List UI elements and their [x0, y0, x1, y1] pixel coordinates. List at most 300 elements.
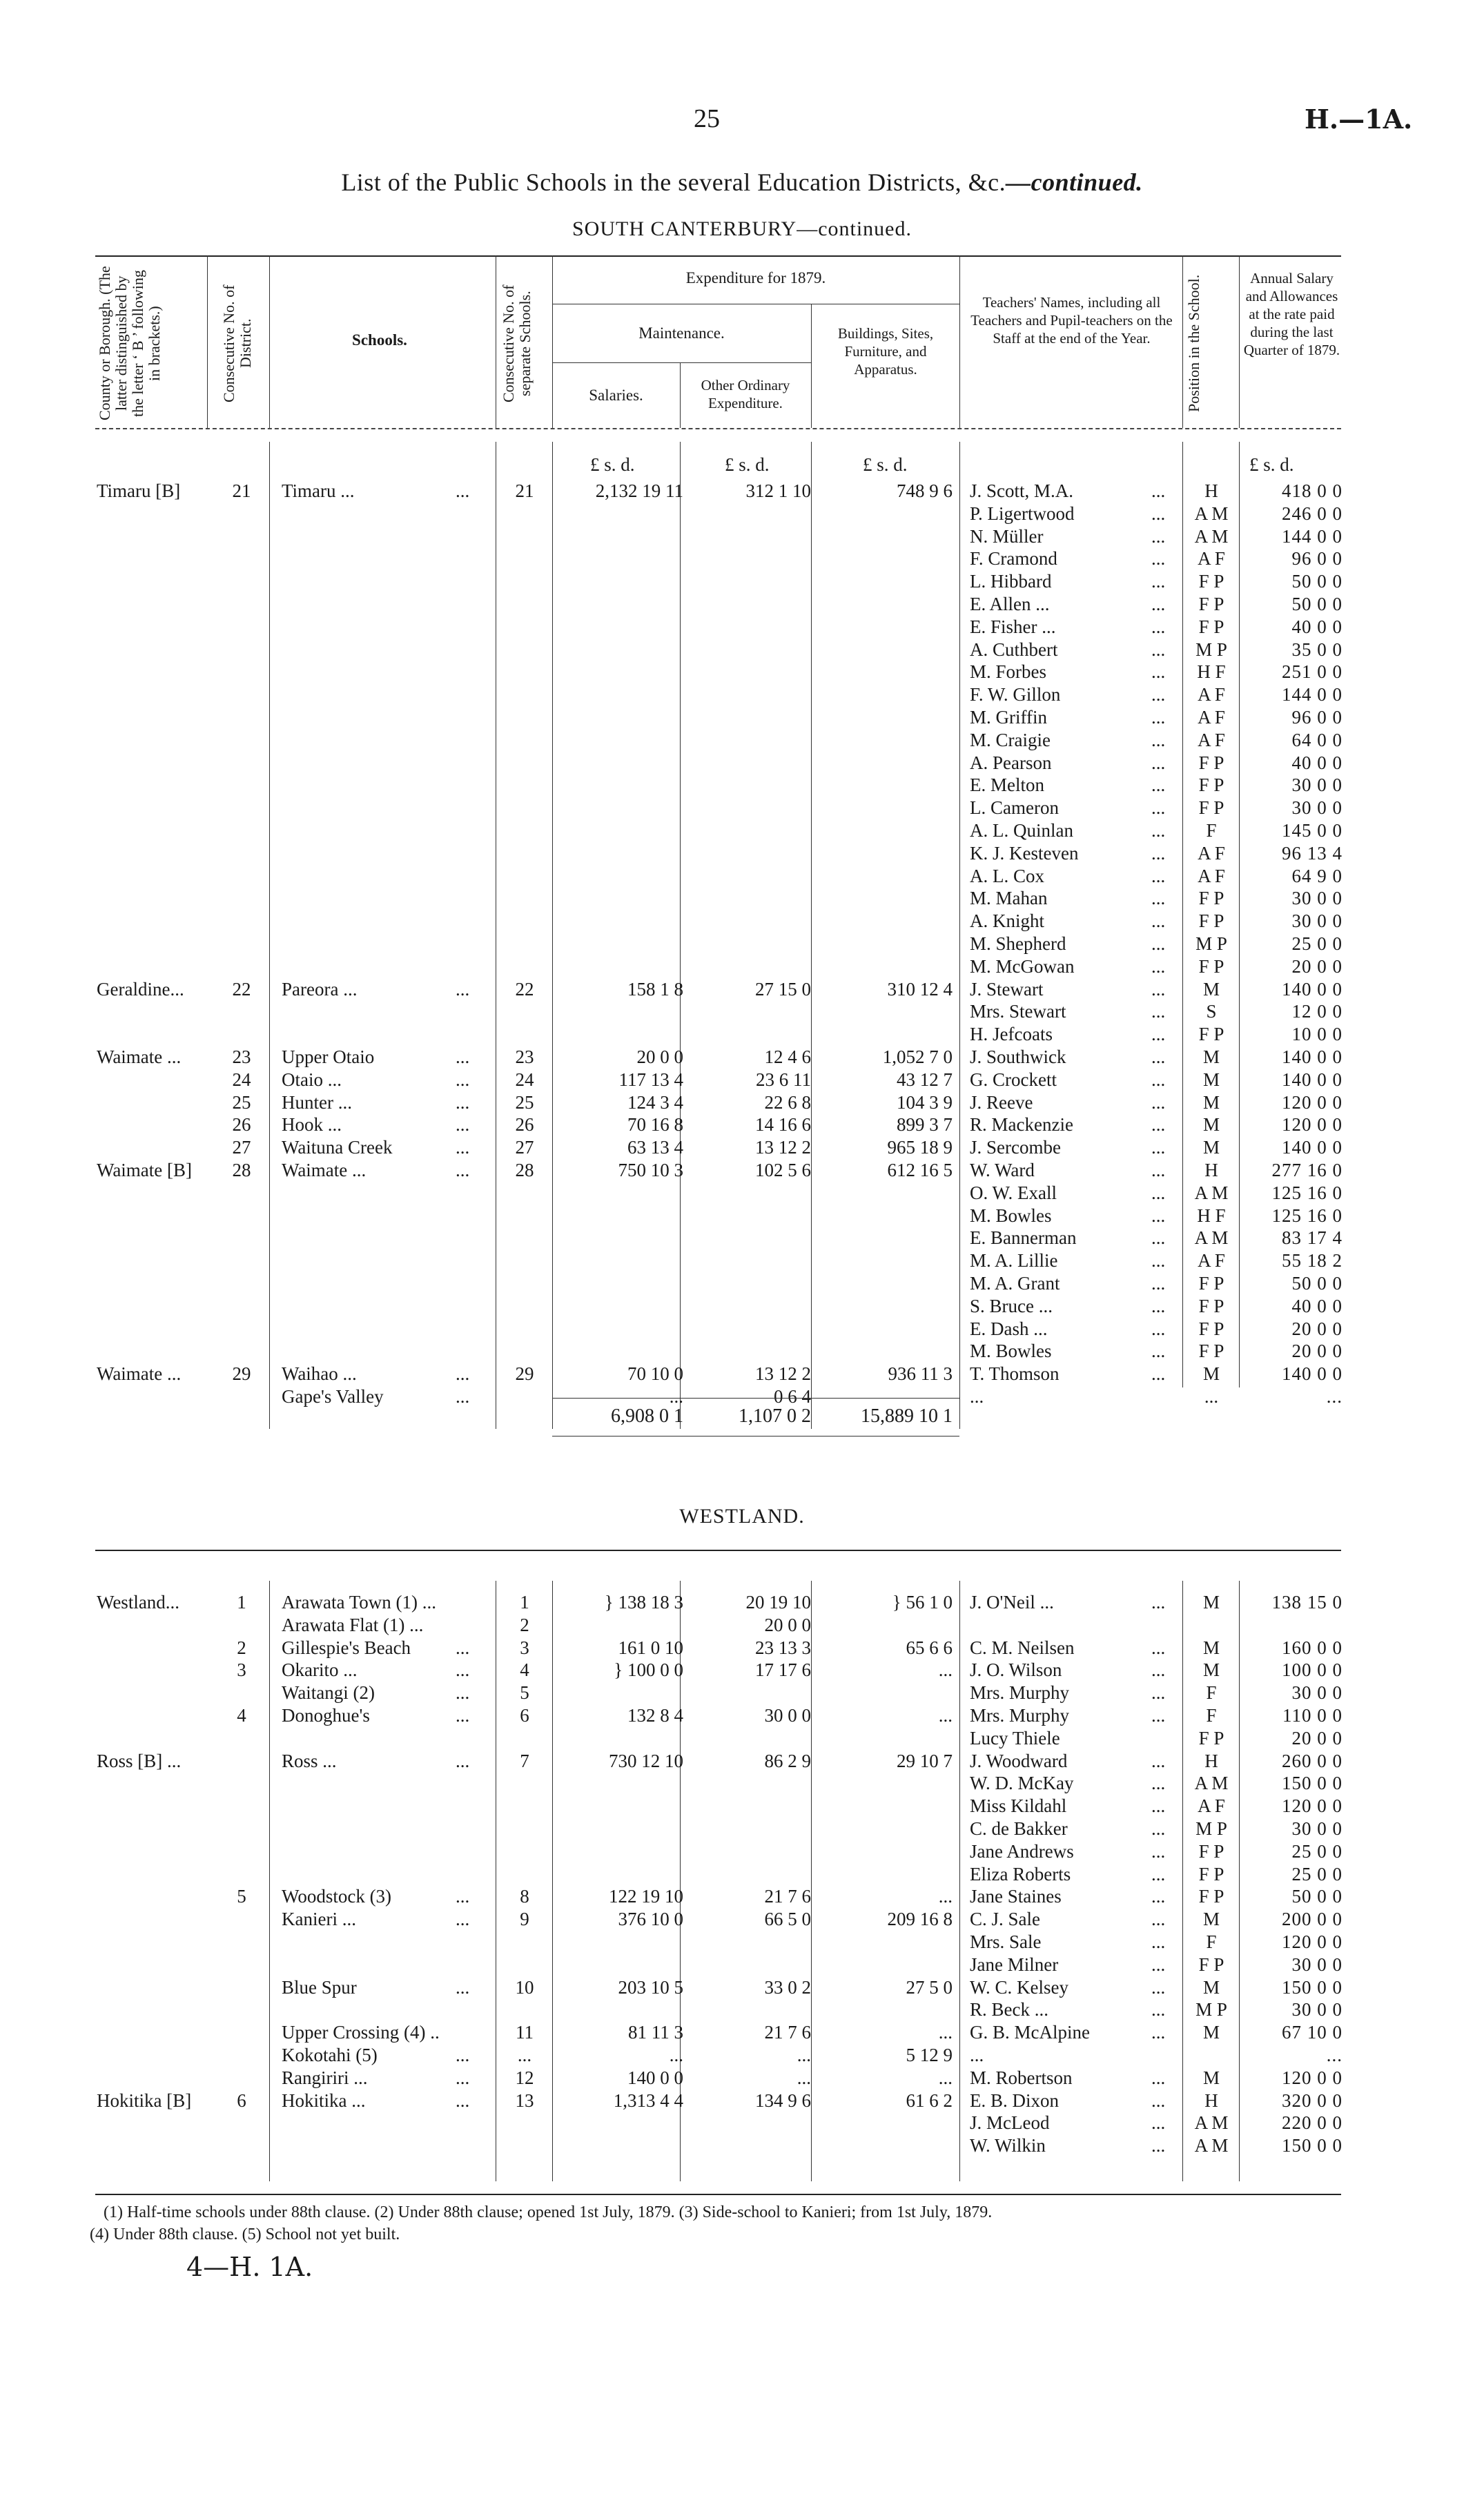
- leader-dots: ...: [1151, 1976, 1166, 1998]
- leader-dots: ...: [456, 1046, 470, 1067]
- teacher-name-cell: O. W. Exall: [970, 1182, 1057, 1203]
- separate-no-cell: 8: [520, 1886, 529, 1907]
- leader-dots: ...: [1151, 842, 1166, 864]
- leader-dots: ...: [1151, 1931, 1166, 1952]
- annual-salary-cell: 64 0 0: [1291, 729, 1343, 750]
- leader-dots: ...: [1151, 503, 1166, 524]
- annual-salary-cell: 30 0 0: [1291, 888, 1343, 909]
- leader-dots: ...: [1151, 1137, 1166, 1158]
- annual-salary-cell: 30 0 0: [1291, 797, 1343, 819]
- position-cell: F P: [1198, 1840, 1224, 1862]
- position-cell: H F: [1197, 1205, 1226, 1226]
- col-header-county: County or Borough. (The latter distinguished by the letter ‘ B ’ following in brackets.): [96, 266, 163, 421]
- leader-dots: ...: [1151, 1182, 1166, 1203]
- separate-no-cell: 29: [515, 1363, 534, 1385]
- other-expenditure-cell: ...: [797, 2067, 811, 2088]
- annual-salary-cell: 110 0 0: [1282, 1705, 1343, 1726]
- teacher-name-cell: J. Sercombe: [970, 1137, 1061, 1158]
- leader-dots: ...: [456, 1659, 470, 1681]
- school-name-cell: Donoghue's: [282, 1705, 370, 1726]
- leader-dots: ...: [456, 2067, 470, 2088]
- table-bottom-rule: [95, 2194, 1341, 2195]
- separate-no-cell: 5: [520, 1682, 529, 1704]
- teacher-name-cell: G. Crockett: [970, 1069, 1057, 1090]
- table-row: [0, 955, 1484, 977]
- leader-dots: ...: [1151, 594, 1166, 614]
- position-cell: F P: [1198, 1318, 1224, 1339]
- leader-dots: ...: [1151, 2067, 1166, 2088]
- separate-no-cell: 21: [515, 480, 534, 501]
- buildings-cell: 310 12 4: [887, 978, 953, 1000]
- salaries-cell: 203 10 5: [618, 1976, 683, 1998]
- leader-dots: ...: [1151, 1001, 1166, 1022]
- teacher-name-cell: J. Woodward: [970, 1750, 1068, 1771]
- section-heading-westland: WESTLAND.: [679, 1505, 805, 1528]
- teacher-name-cell: ...: [970, 1386, 984, 1407]
- school-name-cell: Upper Otaio: [282, 1046, 375, 1067]
- salaries-cell: 124 3 4: [627, 1091, 683, 1113]
- leader-dots: ...: [1151, 1705, 1166, 1726]
- annual-salary-cell: 120 0 0: [1282, 1795, 1343, 1817]
- salaries-cell: 161 0 10: [618, 1637, 683, 1658]
- position-cell: F P: [1198, 571, 1224, 592]
- teacher-name-cell: J. Reeve: [970, 1091, 1033, 1113]
- teacher-name-cell: Lucy Thiele: [970, 1727, 1060, 1749]
- position-cell: F P: [1198, 594, 1224, 614]
- buildings-cell: 965 18 9: [887, 1137, 953, 1158]
- annual-salary-cell: 138 15 0: [1271, 1592, 1343, 1613]
- teacher-name-cell: L. Cameron: [970, 797, 1059, 819]
- annual-salary-cell: 150 0 0: [1282, 1773, 1343, 1794]
- teacher-name-cell: G. B. McAlpine: [970, 2022, 1090, 2043]
- separate-no-cell: 6: [520, 1705, 529, 1726]
- buildings-cell: 5 12 9: [906, 2045, 953, 2065]
- table-row: [0, 1727, 1484, 1749]
- teacher-name-cell: A. Pearson: [970, 752, 1052, 773]
- table-row: [0, 1023, 1484, 1045]
- district-no-cell: 25: [232, 1091, 251, 1113]
- buildings-cell: 27 5 0: [906, 1976, 953, 1998]
- position-cell: A F: [1198, 684, 1225, 705]
- buildings-cell: 209 16 8: [887, 1909, 953, 1930]
- position-cell: M: [1202, 978, 1220, 1000]
- annual-salary-cell: 120 0 0: [1282, 1091, 1343, 1113]
- table-row: [0, 2134, 1484, 2156]
- table-row: [0, 1795, 1484, 1817]
- table-row: [0, 842, 1484, 864]
- teacher-name-cell: M. Bowles: [970, 1205, 1052, 1226]
- school-name-cell: Timaru ...: [282, 480, 355, 501]
- leader-dots: ...: [456, 2090, 470, 2111]
- school-name-cell: Okarito ...: [282, 1659, 358, 1681]
- teacher-name-cell: T. Thomson: [970, 1363, 1060, 1385]
- other-expenditure-cell: 312 1 10: [745, 480, 811, 501]
- table-row: [0, 865, 1484, 887]
- leader-dots: ...: [456, 1976, 470, 1998]
- leader-dots: ...: [1151, 2112, 1166, 2134]
- annual-salary-cell: 144 0 0: [1282, 525, 1343, 547]
- school-name-cell: Ross ...: [282, 1750, 337, 1771]
- other-expenditure-cell: 12 4 6: [764, 1046, 811, 1067]
- teacher-name-cell: E. Allen ...: [970, 594, 1050, 614]
- leader-dots: ...: [456, 1909, 470, 1930]
- annual-salary-cell: 10 0 0: [1291, 1024, 1343, 1045]
- position-cell: A F: [1198, 842, 1225, 864]
- buildings-cell: 612 16 5: [887, 1160, 953, 1180]
- table-row: [0, 1954, 1484, 1976]
- salaries-cell: 376 10 0: [618, 1909, 683, 1930]
- position-cell: M: [1202, 1137, 1220, 1158]
- total-other: 1,107 0 2: [739, 1405, 811, 1427]
- col-header-maintenance: Maintenance.: [638, 324, 725, 342]
- annual-salary-cell: 418 0 0: [1282, 480, 1343, 501]
- leader-dots: ...: [456, 1069, 470, 1090]
- separate-no-cell: 22: [515, 978, 534, 1000]
- leader-dots: ...: [1151, 1205, 1166, 1226]
- col-header-position: Position in the School.: [1185, 274, 1202, 413]
- table-row: [0, 2090, 1484, 2112]
- annual-salary-cell: 96 0 0: [1291, 548, 1343, 569]
- teacher-name-cell: W. D. McKay: [970, 1773, 1074, 1794]
- district-no-cell: 5: [237, 1886, 246, 1907]
- table-row: [0, 910, 1484, 932]
- buildings-cell: 899 3 7: [897, 1114, 953, 1136]
- table-row: [0, 729, 1484, 751]
- buildings-cell: ...: [938, 1659, 953, 1681]
- position-cell: M P: [1195, 639, 1227, 660]
- table-row: [0, 887, 1484, 909]
- teacher-name-cell: N. Müller: [970, 525, 1044, 547]
- teacher-name-cell: M. Mahan: [970, 888, 1048, 909]
- teacher-name-cell: M. A. Grant: [970, 1273, 1060, 1294]
- footnote-line-1: (1) Half-time schools under 88th clause. (2) Under 88th clause; opened 1st July, 1879. (3) Side-school to Kanieri; from 1st July, 1879.: [104, 2203, 993, 2221]
- county-cell: Waimate [B]: [97, 1160, 193, 1180]
- position-cell: A M: [1194, 503, 1229, 524]
- total-buildings: 15,889 10 1: [861, 1405, 953, 1427]
- teacher-name-cell: M. McGowan: [970, 955, 1075, 977]
- annual-salary-cell: 50 0 0: [1291, 1886, 1343, 1907]
- other-expenditure-cell: 22 6 8: [764, 1091, 811, 1113]
- annual-salary-cell: ...: [1326, 2045, 1343, 2065]
- other-expenditure-cell: 13 12 2: [755, 1363, 811, 1385]
- table-row: [0, 1818, 1484, 1840]
- buildings-cell: ...: [938, 2067, 953, 2088]
- leader-dots: ...: [1151, 1295, 1166, 1316]
- other-expenditure-cell: 66 5 0: [764, 1909, 811, 1930]
- buildings-cell: ...: [938, 1705, 953, 1726]
- table-row: [0, 1318, 1484, 1340]
- position-cell: M: [1202, 1592, 1220, 1613]
- teacher-name-cell: M. Craigie: [970, 729, 1051, 750]
- buildings-cell: 43 12 7: [897, 1069, 953, 1090]
- separate-no-cell: 28: [515, 1160, 534, 1180]
- county-cell: Waimate ...: [97, 1363, 182, 1385]
- position-cell: M P: [1195, 1999, 1227, 2020]
- annual-salary-cell: 140 0 0: [1282, 1069, 1343, 1090]
- table-row: [0, 1091, 1484, 1113]
- leader-dots: ...: [1151, 1750, 1166, 1771]
- table-row: [0, 1885, 1484, 1907]
- annual-salary-cell: 200 0 0: [1282, 1909, 1343, 1930]
- teacher-name-cell: M. Griffin: [970, 707, 1047, 728]
- col-header-salaries: Salaries.: [589, 387, 643, 404]
- position-cell: H: [1204, 1160, 1218, 1180]
- leader-dots: ...: [1151, 1318, 1166, 1339]
- position-cell: F P: [1198, 955, 1224, 977]
- teacher-name-cell: ...: [970, 2045, 984, 2065]
- teacher-name-cell: A. L. Cox: [970, 865, 1044, 886]
- buildings-cell: 29 10 7: [897, 1750, 953, 1771]
- position-cell: F P: [1198, 616, 1224, 637]
- salaries-cell: 81 11 3: [628, 2022, 683, 2043]
- teacher-name-cell: Mrs. Murphy: [970, 1705, 1070, 1726]
- table-row: [0, 1113, 1484, 1136]
- position-cell: H F: [1197, 661, 1226, 683]
- teacher-name-cell: W. Ward: [970, 1160, 1035, 1180]
- separate-no-cell: 7: [520, 1750, 529, 1771]
- leader-dots: ...: [1151, 752, 1166, 773]
- annual-salary-cell: 30 0 0: [1291, 775, 1343, 796]
- table-row: [0, 1998, 1484, 2020]
- annual-salary-cell: 96 13 4: [1282, 842, 1343, 864]
- annual-salary-cell: 50 0 0: [1291, 594, 1343, 614]
- leader-dots: ...: [456, 1137, 470, 1158]
- annual-salary-cell: 50 0 0: [1291, 1273, 1343, 1294]
- separate-no-cell: 3: [520, 1637, 529, 1658]
- table-row: [0, 978, 1484, 1000]
- leader-dots: ...: [1151, 933, 1166, 954]
- position-cell: M: [1202, 2022, 1220, 2043]
- leader-dots: ...: [1151, 1637, 1166, 1658]
- position-cell: F P: [1198, 775, 1224, 796]
- school-name-cell: Otaio ...: [282, 1069, 342, 1090]
- teacher-name-cell: Mrs. Stewart: [970, 1001, 1066, 1022]
- position-cell: H: [1204, 480, 1218, 501]
- district-no-cell: 27: [232, 1137, 251, 1158]
- leader-dots: ...: [1151, 1069, 1166, 1090]
- position-cell: A F: [1198, 707, 1225, 728]
- teacher-name-cell: P. Ligertwood: [970, 503, 1075, 524]
- separate-no-cell: 1: [520, 1592, 529, 1613]
- school-name-cell: Hunter ...: [282, 1091, 352, 1113]
- table-row: [0, 933, 1484, 955]
- section-heading-south-canterbury: SOUTH CANTERBURY—continued.: [572, 217, 912, 240]
- salaries-cell: 20 0 0: [636, 1046, 683, 1067]
- leader-dots: ...: [456, 1363, 470, 1385]
- leader-dots: ...: [1151, 978, 1166, 1000]
- leader-dots: ...: [456, 978, 470, 1000]
- teacher-name-cell: E. B. Dixon: [970, 2090, 1060, 2111]
- teacher-name-cell: J. O. Wilson: [970, 1659, 1062, 1681]
- teacher-name-cell: M. Forbes: [970, 661, 1047, 683]
- leader-dots: ...: [456, 2045, 470, 2065]
- salaries-cell: 70 10 0: [627, 1363, 683, 1385]
- position-cell: M: [1202, 1659, 1220, 1681]
- leader-dots: ...: [456, 1886, 470, 1907]
- county-cell: Geraldine...: [97, 978, 184, 1000]
- leader-dots: ...: [1151, 480, 1166, 501]
- teacher-name-cell: M. Shepherd: [970, 933, 1066, 954]
- separate-no-cell: ...: [517, 2045, 532, 2065]
- salaries-cell: ...: [669, 1386, 683, 1407]
- table-row: [0, 706, 1484, 728]
- annual-salary-cell: 30 0 0: [1291, 1999, 1343, 2020]
- annual-salary-cell: 96 0 0: [1291, 707, 1343, 728]
- position-cell: A M: [1194, 1182, 1229, 1203]
- position-cell: M: [1202, 2067, 1220, 2088]
- leader-dots: ...: [1151, 888, 1166, 909]
- salaries-cell: 750 10 3: [618, 1160, 683, 1180]
- table-row: [0, 1000, 1484, 1022]
- school-name-cell: Waihao ...: [282, 1363, 357, 1385]
- annual-salary-cell: 125 16 0: [1271, 1205, 1343, 1226]
- leader-dots: ...: [456, 1114, 470, 1136]
- position-cell: F P: [1198, 910, 1224, 932]
- table-row: [0, 2067, 1484, 2089]
- leader-dots: ...: [1151, 2135, 1166, 2156]
- other-expenditure-cell: 20 0 0: [764, 1614, 811, 1635]
- district-no-cell: 21: [232, 480, 251, 501]
- leader-dots: ...: [1151, 1863, 1166, 1884]
- annual-salary-cell: 67 10 0: [1282, 2022, 1343, 2043]
- leader-dots: ...: [456, 1386, 470, 1407]
- salaries-cell: 158 1 8: [627, 978, 683, 1000]
- annual-salary-cell: 55 18 2: [1282, 1250, 1343, 1272]
- leader-dots: ...: [1151, 775, 1166, 796]
- teacher-name-cell: F. W. Gillon: [970, 684, 1061, 705]
- annual-salary-cell: 120 0 0: [1282, 1114, 1343, 1136]
- leader-dots: ...: [1151, 1024, 1166, 1045]
- district-no-cell: 1: [237, 1592, 246, 1613]
- leader-dots: ...: [456, 1750, 470, 1771]
- annual-salary-cell: 20 0 0: [1291, 955, 1343, 977]
- separate-no-cell: 12: [515, 2067, 534, 2088]
- table-row: [0, 2112, 1484, 2134]
- col-header-expenditure: Expenditure for 1879.: [685, 269, 826, 286]
- teacher-name-cell: F. Cramond: [970, 548, 1057, 569]
- leader-dots: ...: [1151, 820, 1166, 841]
- district-no-cell: 3: [237, 1659, 246, 1681]
- salaries-cell: 117 13 4: [618, 1069, 683, 1090]
- position-cell: F P: [1198, 1886, 1224, 1907]
- table-row: [0, 525, 1484, 547]
- buildings-cell: ...: [938, 2022, 953, 2043]
- salaries-cell: 122 19 10: [609, 1886, 683, 1907]
- district-no-cell: 24: [232, 1069, 251, 1090]
- annual-salary-cell: 25 0 0: [1291, 933, 1343, 954]
- leader-dots: ...: [1151, 684, 1166, 705]
- other-expenditure-cell: 21 7 6: [764, 2022, 811, 2043]
- salaries-cell: 140 0 0: [627, 2067, 683, 2088]
- leader-dots: ...: [1151, 1773, 1166, 1794]
- school-name-cell: Kanieri ...: [282, 1909, 356, 1930]
- totals-top-rule: [552, 1398, 959, 1399]
- annual-salary-cell: ...: [1326, 1386, 1343, 1407]
- leader-dots: ...: [456, 1705, 470, 1726]
- leader-dots: ...: [1151, 1795, 1166, 1817]
- district-no-cell: 6: [237, 2090, 246, 2111]
- annual-salary-cell: 144 0 0: [1282, 684, 1343, 705]
- other-expenditure-cell: 27 15 0: [755, 978, 811, 1000]
- position-cell: F P: [1198, 752, 1224, 773]
- leader-dots: ...: [456, 480, 470, 501]
- teacher-name-cell: Eliza Roberts: [970, 1863, 1071, 1884]
- position-cell: M P: [1195, 1818, 1227, 1839]
- annual-salary-cell: 150 0 0: [1282, 2135, 1343, 2156]
- separate-no-cell: 23: [515, 1046, 534, 1067]
- leader-dots: ...: [1151, 616, 1166, 637]
- school-name-cell: Hokitika ...: [282, 2090, 366, 2111]
- page-number: 25: [694, 104, 720, 133]
- annual-salary-cell: 120 0 0: [1282, 1931, 1343, 1952]
- leader-dots: ...: [1151, 797, 1166, 819]
- teacher-name-cell: Mrs. Murphy: [970, 1682, 1070, 1704]
- leader-dots: ...: [1151, 1682, 1166, 1704]
- district-no-cell: 29: [232, 1363, 251, 1385]
- annual-salary-cell: 83 17 4: [1282, 1227, 1343, 1249]
- table-row: [0, 661, 1484, 683]
- table-row: [0, 683, 1484, 705]
- teacher-name-cell: Jane Staines: [970, 1886, 1062, 1907]
- position-cell: M: [1202, 1363, 1220, 1385]
- table-row: [0, 1385, 1484, 1408]
- col-header-teachers: Teachers' Names, including all Teachers and Pupil-teachers on the Staff at the end of the Year.: [970, 294, 1173, 347]
- separate-no-cell: 27: [515, 1137, 534, 1158]
- table-row: [0, 1046, 1484, 1068]
- leader-dots: ...: [1151, 707, 1166, 728]
- annual-salary-cell: 140 0 0: [1282, 1363, 1343, 1385]
- position-cell: A M: [1194, 2112, 1229, 2134]
- col-header-other: Other Ordinary Expenditure.: [701, 377, 790, 411]
- table-row: [0, 1840, 1484, 1862]
- separate-no-cell: 25: [515, 1091, 534, 1113]
- position-cell: F P: [1198, 1954, 1224, 1975]
- school-name-cell: Kokotahi (5): [282, 2045, 378, 2065]
- separate-no-cell: 24: [515, 1069, 534, 1090]
- table-row: [0, 1637, 1484, 1659]
- position-cell: F: [1206, 1705, 1217, 1726]
- table-row: [0, 1159, 1484, 1181]
- other-expenditure-cell: 33 0 2: [764, 1976, 811, 1998]
- position-cell: ...: [1204, 1386, 1219, 1407]
- total-salaries: 6,908 0 1: [611, 1405, 683, 1427]
- salaries-cell: 132 8 4: [627, 1705, 683, 1726]
- footnote-line-2: (4) Under 88th clause. (5) School not yet built.: [90, 2226, 400, 2243]
- teacher-name-cell: C. de Bakker: [970, 1818, 1068, 1839]
- position-cell: M: [1202, 1909, 1220, 1930]
- leader-dots: ...: [456, 1160, 470, 1180]
- position-cell: M P: [1195, 933, 1227, 954]
- table-row: [0, 1772, 1484, 1794]
- school-name-cell: Gillespie's Beach: [282, 1637, 411, 1658]
- table-row: [0, 1931, 1484, 1953]
- annual-salary-cell: 40 0 0: [1291, 1295, 1343, 1316]
- other-expenditure-cell: 23 13 3: [755, 1637, 811, 1658]
- annual-salary-cell: 40 0 0: [1291, 616, 1343, 637]
- annual-salary-cell: 40 0 0: [1291, 752, 1343, 773]
- table-row: [0, 1205, 1484, 1227]
- teacher-name-cell: J. McLeod: [970, 2112, 1050, 2134]
- annual-salary-cell: 30 0 0: [1291, 1818, 1343, 1839]
- leader-dots: ...: [1151, 1363, 1166, 1385]
- annual-salary-cell: 20 0 0: [1291, 1341, 1343, 1362]
- header-bottom-rule: [95, 428, 1341, 429]
- table-row: [0, 819, 1484, 841]
- teacher-name-cell: Miss Kildahl: [970, 1795, 1067, 1817]
- annual-salary-cell: 20 0 0: [1291, 1727, 1343, 1749]
- teacher-name-cell: S. Bruce ...: [970, 1295, 1053, 1316]
- table-row: [0, 1976, 1484, 1998]
